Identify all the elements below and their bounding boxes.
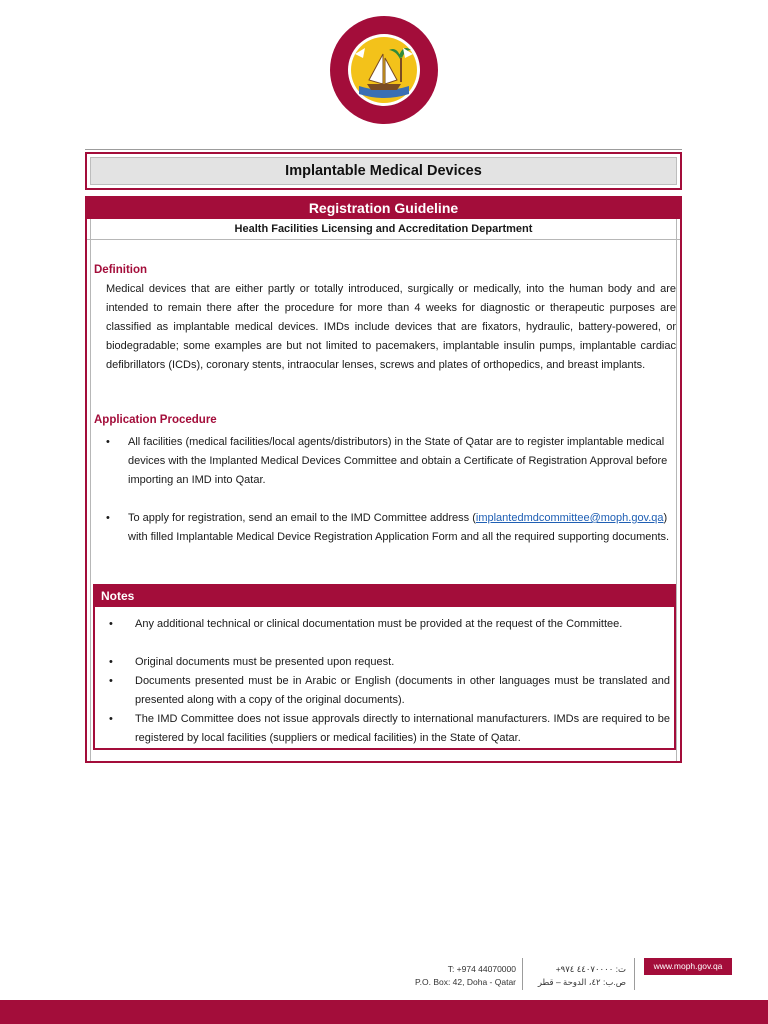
footer-bar xyxy=(0,1000,768,1024)
inner-left-rule xyxy=(90,219,91,761)
footer-divider xyxy=(522,958,523,990)
footer-address-en: P.O. Box: 42, Doha - Qatar xyxy=(415,977,516,987)
bullet: • xyxy=(109,675,113,687)
bullet: • xyxy=(109,713,113,725)
committee-email-link[interactable]: implantedmdcommittee@moph.gov.qa xyxy=(475,512,664,524)
bullet: • xyxy=(109,656,113,668)
bullet: • xyxy=(106,436,110,448)
procedure-item-1 xyxy=(106,433,676,490)
procedure-item-2-text: To apply for registration, send an email to the IMD Committee address (implantedmdcommittee@moph.gov.qa) with filled Implantable Medical Device Registration Application Form and all the required supporting documents. xyxy=(128,512,670,543)
document-title: Implantable Medical Devices xyxy=(90,157,677,185)
registration-guideline-box xyxy=(85,196,682,763)
department-name: Health Facilities Licensing and Accreditation Department xyxy=(87,219,680,240)
bullet: • xyxy=(109,618,113,630)
ministry-logo xyxy=(329,14,439,126)
definition-title: Definition xyxy=(94,264,148,276)
footer-contact-ar xyxy=(528,963,626,989)
footer-website[interactable]: www.moph.gov.qa xyxy=(644,958,732,975)
footer-phone-ar: ت: ٤٤٠٧٠٠٠٠ ٩٧٤+ xyxy=(555,964,626,974)
inner-right-rule xyxy=(676,219,677,761)
footer-phone-en: T: +974 44070000 xyxy=(447,964,516,974)
definition-text: Medical devices that are either partly or totally introduced, surgically or medically, into the human body and are intended to remain there after the procedure for more than 4 weeks for diagnostic or therapeutic purposes are classified as implantable medical devices. IMDs include devices that are fixators, hydraulic, battery-powered, or biodegradable; some examples are but not limited to pacemakers, implantable insulin pumps, implantable cardiac defibrillators (ICDs), coronary stents, intraocular lenses, screws and plates of orthopedics, and breast implants. xyxy=(106,283,676,371)
title-box xyxy=(85,152,682,190)
note-item: • Original documents must be presented upon request. xyxy=(109,653,670,672)
bullet: • xyxy=(106,512,110,524)
note-item: • The IMD Committee does not issue approvals directly to international manufacturers. IMDs are required to be registered by local facilities (suppliers or medical facilities) in the State of Qatar. xyxy=(109,710,670,748)
notes-box xyxy=(93,584,676,750)
footer-contact-en xyxy=(370,963,516,989)
note-item: • Documents presented must be in Arabic or English (documents in other languages must be translated and presented along with a copy of the original documents). xyxy=(109,672,670,710)
procedure-item-2 xyxy=(106,509,676,547)
footer-address-ar: ص.ب: ٤٢، الدوحة – قطر xyxy=(537,977,626,987)
note-item: • Any additional technical or clinical documentation must be provided at the request of the Committee. xyxy=(109,615,670,634)
notes-title: Notes xyxy=(95,586,674,607)
footer-divider xyxy=(634,958,635,990)
procedure-item-1-text: All facilities (medical facilities/local agents/distributors) in the State of Qatar are to register implantable medical devices with the Implanted Medical Devices Committee and obtain a Certificate of Registration Approval before importing an IMD into Qatar. xyxy=(128,436,668,486)
registration-heading: Registration Guideline xyxy=(87,198,680,219)
procedure-title: Application Procedure xyxy=(94,414,217,426)
top-rule xyxy=(85,149,682,150)
